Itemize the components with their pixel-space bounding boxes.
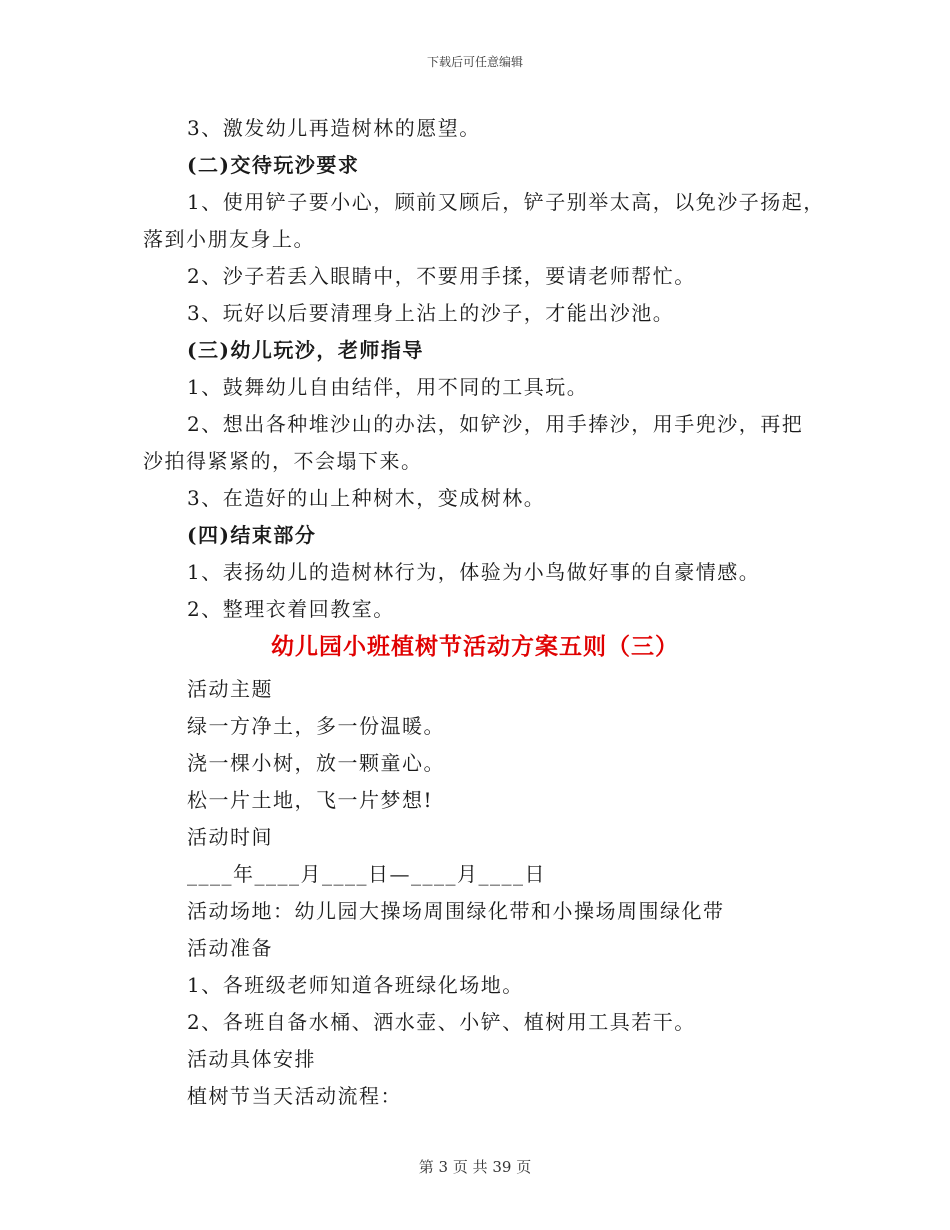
document-title: 幼儿园小班植树节活动方案五则（三）	[271, 633, 679, 660]
paragraph: 松一片土地，飞一片梦想!	[187, 788, 434, 812]
label: 活动准备	[187, 936, 273, 960]
paragraph: 绿一方净土，多一份温暖。	[187, 714, 445, 738]
paragraph: 沙拍得紧紧的，不会塌下来。	[143, 449, 423, 473]
paragraph: 3、激发幼儿再造树林的愿望。	[187, 116, 481, 140]
page-footer: 第 3 页 共 39 页	[418, 1158, 532, 1176]
date-line: ____年____月____日—____月____日	[187, 862, 546, 886]
paragraph: 活动场地：幼儿园大操场周围绿化带和小操场周围绿化带	[187, 899, 725, 923]
paragraph: 1、鼓舞幼儿自由结伴，用不同的工具玩。	[187, 375, 589, 399]
paragraph: 2、沙子若丢入眼睛中，不要用手揉，要请老师帮忙。	[187, 264, 696, 288]
page-header: 下载后可任意编辑	[426, 55, 523, 69]
paragraph: 2、整理衣着回教室。	[187, 597, 395, 621]
paragraph: 1、表扬幼儿的造树林行为，体验为小鸟做好事的自豪情感。	[187, 560, 761, 584]
label: 活动时间	[187, 825, 273, 849]
section-heading: (二)交待玩沙要求	[187, 153, 360, 177]
paragraph: 2、想出各种堆沙山的办法，如铲沙，用手捧沙，用手兜沙，再把	[187, 412, 804, 436]
section-heading: (四)结束部分	[187, 523, 317, 547]
paragraph: 1、使用铲子要小心，顾前又顾后，铲子别举太高，以免沙子扬起，	[187, 190, 825, 214]
paragraph: 1、各班级老师知道各班绿化场地。	[187, 973, 524, 997]
label: 活动主题	[187, 677, 273, 701]
paragraph: 浇一棵小树，放一颗童心。	[187, 751, 445, 775]
paragraph: 3、玩好以后要清理身上沾上的沙子，才能出沙池。	[187, 301, 675, 325]
label: 植树节当天活动流程：	[187, 1084, 402, 1108]
paragraph: 落到小朋友身上。	[143, 227, 315, 251]
paragraph: 2、各班自备水桶、洒水壶、小铲、植树用工具若干。	[187, 1010, 696, 1034]
section-heading: (三)幼儿玩沙，老师指导	[187, 338, 424, 362]
paragraph: 3、在造好的山上种树木，变成树林。	[187, 486, 546, 510]
label: 活动具体安排	[187, 1047, 316, 1071]
